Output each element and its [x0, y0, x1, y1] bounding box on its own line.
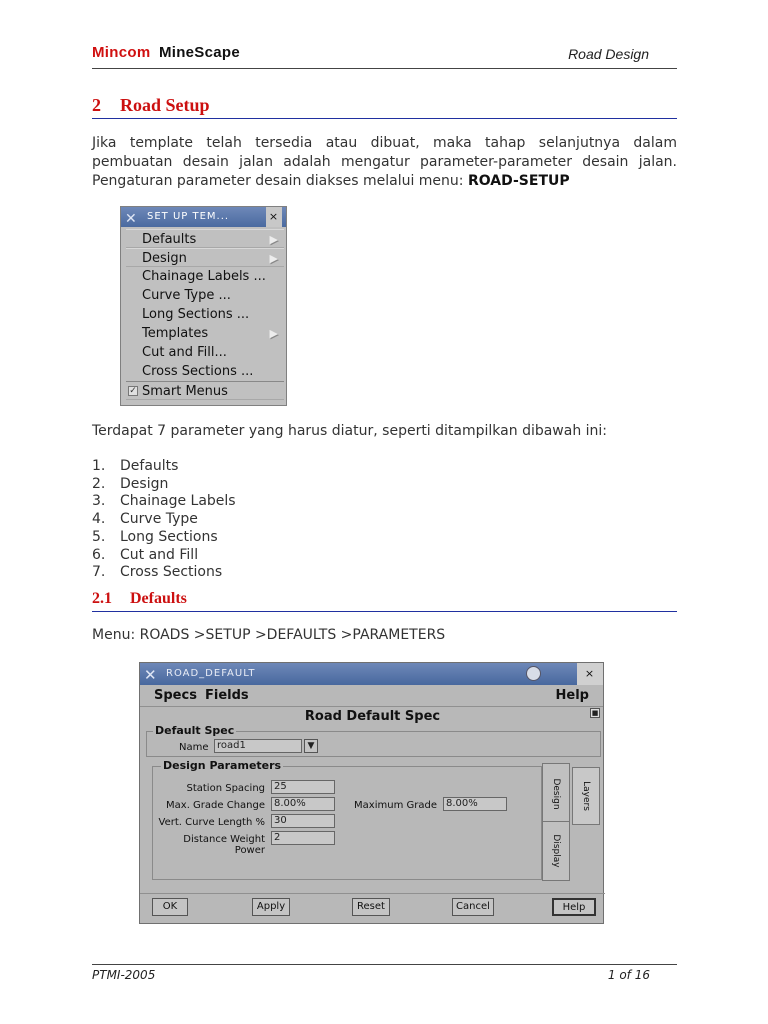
- intro-text: Jika template telah tersedia atau dibuat, maka tahap selanjutnya dalam pembuatan desain jalan adalah mengatur parameter-parameter desain jalan. Pengaturan parameter desain diakses melalui menu:: [92, 135, 677, 189]
- section-number: 2: [92, 95, 101, 115]
- menu-item-cut-and-fill[interactable]: Cut and Fill...: [142, 345, 227, 360]
- header-section: Road Design: [568, 46, 649, 62]
- name-input[interactable]: road1: [214, 739, 302, 753]
- subsection-title: Defaults: [130, 590, 187, 607]
- menu-item-templates[interactable]: Templates ▶: [142, 326, 278, 341]
- design-parameters-group: [152, 759, 542, 880]
- setup-menu-items: [126, 229, 284, 400]
- dialog-window-title: ROAD_DEFAULT: [166, 668, 256, 679]
- params-list: [92, 458, 236, 582]
- maximum-grade-input[interactable]: 8.00%: [443, 797, 507, 811]
- footer-left: PTMI-2005: [92, 968, 156, 982]
- tab-strip: [542, 763, 602, 881]
- section-heading: [92, 95, 677, 119]
- intro-menu-path: ROAD-SETUP: [467, 173, 570, 189]
- distance-weight-power-label: Distance Weight Power: [183, 834, 265, 856]
- tab-display[interactable]: Display: [542, 821, 570, 881]
- reset-button[interactable]: Reset: [352, 898, 390, 916]
- default-spec-group: [146, 724, 601, 757]
- apply-button[interactable]: Apply: [252, 898, 290, 916]
- default-spec-legend: Default Spec: [155, 724, 235, 737]
- dialog-titlebar: [140, 663, 603, 685]
- close-icon[interactable]: ×: [577, 663, 603, 685]
- page-number: 1 of 16: [607, 968, 650, 982]
- road-default-dialog: [139, 662, 604, 924]
- submenu-arrow-icon: ▶: [269, 233, 278, 246]
- window-orb-icon[interactable]: [526, 666, 541, 681]
- distance-weight-power-input[interactable]: 2: [271, 831, 335, 845]
- menu-fields[interactable]: Fields: [205, 688, 249, 703]
- menu-item-curve-type[interactable]: Curve Type ...: [142, 288, 231, 303]
- max-grade-change-input[interactable]: 8.00%: [271, 797, 335, 811]
- list-item: 6. Cut and Fill: [92, 546, 199, 563]
- menu-item-defaults[interactable]: Defaults ▶: [126, 229, 284, 248]
- setup-menu-window: [120, 206, 287, 406]
- menu-path-line: Menu: ROADS >SETUP >DEFAULTS >PARAMETERS: [92, 627, 446, 643]
- submenu-arrow-icon: ▶: [269, 252, 278, 265]
- submenu-arrow-icon: ▶: [269, 327, 278, 340]
- subsection-heading: [92, 590, 677, 612]
- brand-mincom: Mincom: [92, 44, 151, 61]
- station-spacing-label: Station Spacing: [186, 783, 265, 794]
- help-button[interactable]: Help: [552, 898, 596, 916]
- menu-item-cross-sections[interactable]: Cross Sections ...: [142, 364, 254, 379]
- pin-icon[interactable]: ■: [591, 709, 599, 717]
- cancel-button[interactable]: Cancel: [452, 898, 494, 916]
- max-grade-change-label: Max. Grade Change: [166, 800, 265, 811]
- menu-item-chainage-labels[interactable]: Chainage Labels ...: [142, 269, 266, 284]
- x-logo-icon: ✕: [144, 666, 158, 684]
- footer-divider: [92, 964, 677, 965]
- setup-menu-titlebar: [121, 207, 286, 227]
- list-item: 4. Curve Type: [92, 511, 198, 528]
- setup-menu-title: SET UP TEM...: [147, 211, 230, 222]
- ok-button[interactable]: OK: [152, 898, 188, 916]
- tab-design[interactable]: Design: [542, 763, 570, 825]
- station-spacing-input[interactable]: 25: [271, 780, 335, 794]
- params-intro: Terdapat 7 parameter yang harus diatur, seperti ditampilkan dibawah ini:: [92, 423, 608, 439]
- checkbox-icon[interactable]: ✓: [129, 386, 137, 396]
- list-item: 5. Long Sections: [92, 528, 218, 545]
- close-icon[interactable]: ×: [266, 207, 282, 227]
- vert-curve-length-input[interactable]: 30: [271, 814, 335, 828]
- design-parameters-legend: Design Parameters: [163, 759, 282, 772]
- dropdown-arrow-icon[interactable]: ▼: [304, 739, 318, 753]
- list-item: 1. Defaults: [92, 458, 179, 474]
- x-logo-icon: ✕: [125, 211, 138, 227]
- menu-item-design[interactable]: Design ▶: [126, 248, 284, 267]
- page-header: [92, 44, 677, 64]
- dialog-button-row: [140, 893, 605, 923]
- subsection-number: 2.1: [92, 590, 112, 607]
- menu-specs[interactable]: Specs: [154, 688, 197, 703]
- brand: [92, 44, 240, 61]
- vert-curve-length-label: Vert. Curve Length %: [158, 817, 265, 828]
- dialog-menubar: [140, 685, 603, 707]
- brand-minescape: MineScape: [158, 44, 240, 61]
- list-item: 3. Chainage Labels: [92, 493, 236, 510]
- list-item: 7. Cross Sections: [92, 564, 223, 581]
- maximum-grade-label: Maximum Grade: [354, 800, 437, 811]
- list-item: 2. Design: [92, 475, 169, 492]
- section-title: Road Setup: [120, 95, 210, 115]
- menu-help[interactable]: Help: [555, 688, 589, 703]
- menu-item-long-sections[interactable]: Long Sections ...: [142, 307, 250, 322]
- header-divider: [92, 68, 677, 69]
- intro-paragraph: [92, 134, 677, 191]
- tab-layers[interactable]: Layers: [572, 767, 600, 825]
- dialog-heading: Road Default Spec: [304, 709, 441, 724]
- name-label: Name: [179, 742, 209, 753]
- menu-item-smart-menus[interactable]: ✓ Smart Menus: [126, 381, 284, 400]
